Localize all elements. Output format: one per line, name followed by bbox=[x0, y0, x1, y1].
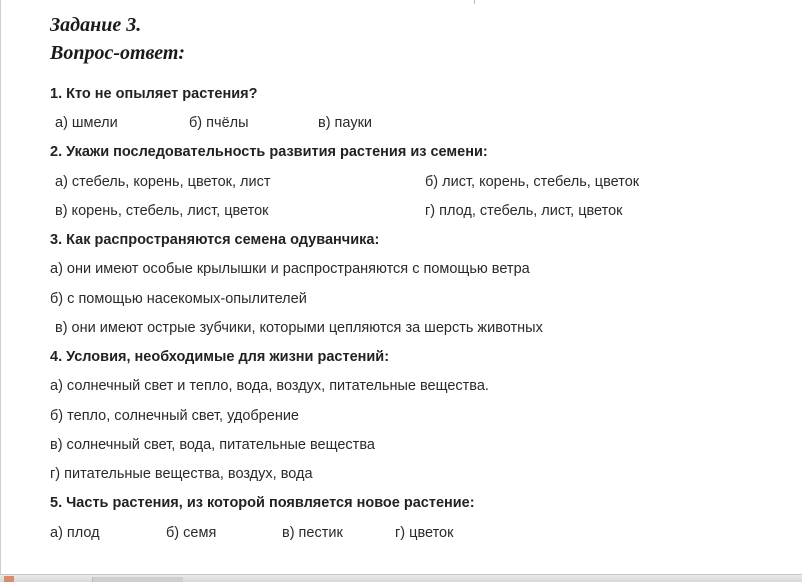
ruler-tick bbox=[474, 0, 475, 4]
question-2-option-a: а) стебель, корень, цветок, лист bbox=[55, 174, 271, 190]
question-3-title: 3. Как распространяются семена одуванчика: bbox=[50, 232, 380, 248]
question-5-option-d: г) цветок bbox=[395, 525, 454, 541]
question-4-option-d: г) питательные вещества, воздух, вода bbox=[50, 466, 313, 482]
question-1-option-b: б) пчёлы bbox=[189, 115, 249, 131]
taskbar-strip bbox=[0, 574, 802, 582]
question-5-option-b: б) семя bbox=[166, 525, 217, 541]
app-icon bbox=[4, 576, 14, 582]
question-2-option-c: в) корень, стебель, лист, цветок bbox=[55, 203, 269, 219]
question-1-option-a: а) шмели bbox=[55, 115, 118, 131]
question-2-title: 2. Укажи последовательность развития растения из семени: bbox=[50, 144, 488, 160]
question-3-option-c: в) они имеют острые зубчики, которыми цепляются за шерсть животных bbox=[55, 320, 543, 336]
question-2-option-b: б) лист, корень, стебель, цветок bbox=[425, 174, 640, 190]
question-3-option-a: а) они имеют особые крылышки и распространяются с помощью ветра bbox=[50, 261, 530, 277]
question-1-title: 1. Кто не опыляет растения? bbox=[50, 86, 258, 102]
page-edge bbox=[0, 0, 1, 582]
taskbar-segment bbox=[92, 577, 183, 582]
question-5-option-c: в) пестик bbox=[282, 525, 343, 541]
question-1-option-c: в) пауки bbox=[318, 115, 373, 131]
question-4-option-c: в) солнечный свет, вода, питательные вещества bbox=[50, 437, 375, 453]
question-5-title: 5. Часть растения, из которой появляется новое растение: bbox=[50, 495, 475, 511]
question-4-option-a: а) солнечный свет и тепло, вода, воздух, питательные вещества. bbox=[50, 378, 489, 394]
task-subtitle: Вопрос-ответ: bbox=[50, 42, 186, 64]
question-3-option-b: б) с помощью насекомых-опылителей bbox=[50, 291, 307, 307]
question-4-title: 4. Условия, необходимые для жизни растений: bbox=[50, 349, 390, 365]
question-2-option-d: г) плод, стебель, лист, цветок bbox=[425, 203, 623, 219]
question-4-option-b: б) тепло, солнечный свет, удобрение bbox=[50, 408, 299, 424]
task-title: Задание 3. bbox=[50, 14, 142, 36]
question-5-option-a: а) плод bbox=[50, 525, 100, 541]
